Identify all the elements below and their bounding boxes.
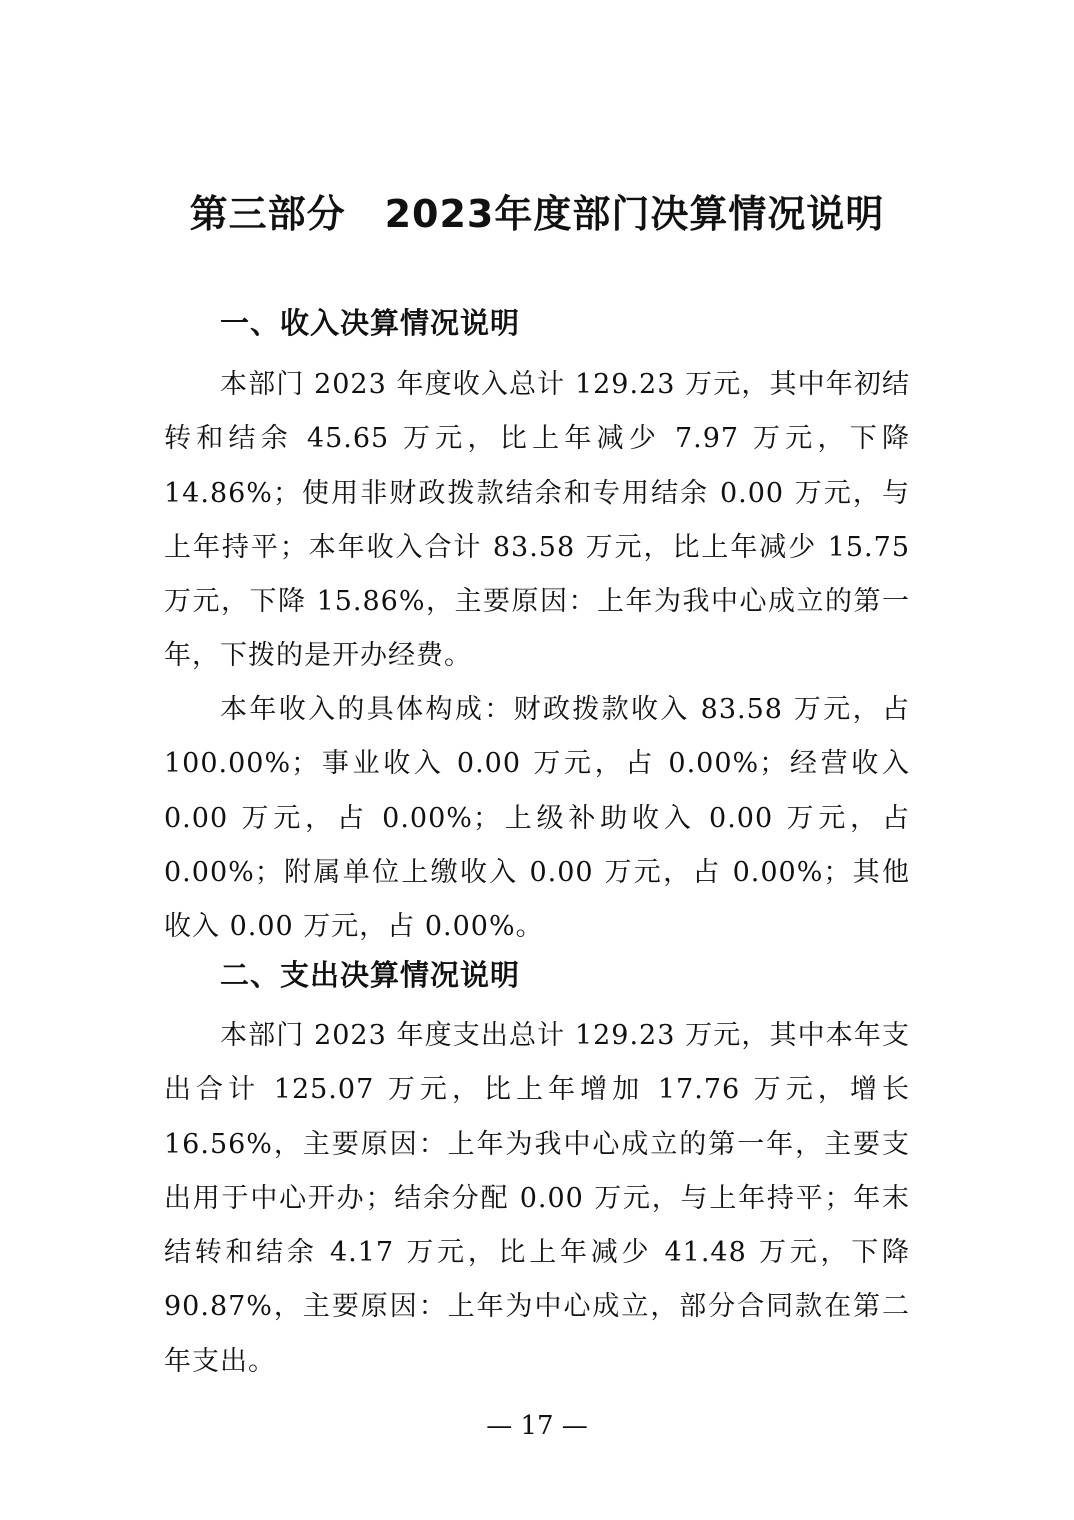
page-title: 第三部分 2023年度部门决算情况说明 [189,192,885,236]
income-summary-paragraph: 本部门 2023 年度收入总计 129.23 万元，其中年初结转和结余 45.65 万元，比上年减少 7.97 万元，下降 14.86%；使用非财政拨款结余和专用结余 0.00 万元，与上年持平；本年收入合计 83.58 万元，比上年减少 15.75 万元，下降 15.86%，主要原因：上年为我中心成立的第一年，下拨的是开办经费。 [164,369,910,672]
expenditure-summary-paragraph: 本部门 2023 年度支出总计 129.23 万元，其中本年支出合计 125.07 万元，比上年增加 17.76 万元，增长 16.56%，主要原因：上年为我中心成立的第一年，主要支出用于中心开办；结余分配 0.00 万元，与上年持平；年末结转和结余 4.17 万元，比上年减少 41.48 万元，下降 90.87%，主要原因：上年为中心成立，部分合同款在第二年支出。 [164,1020,910,1377]
income-composition-paragraph: 本年收入的具体构成：财政拨款收入 83.58 万元，占 100.00%；事业收入 0.00 万元，占 0.00%；经营收入 0.00 万元，占 0.00%；上级补助收入 0.00 万元，占 0.00%；附属单位上缴收入 0.00 万元，占 0.00%；其他收入 0.00 万元，占 0.00%。 [164,694,910,943]
section-heading-expenditure: 二、支出决算情况说明 [220,958,521,992]
page-number: — 17 — [486,1411,588,1441]
section-heading-income: 一、收入决算情况说明 [220,306,521,340]
